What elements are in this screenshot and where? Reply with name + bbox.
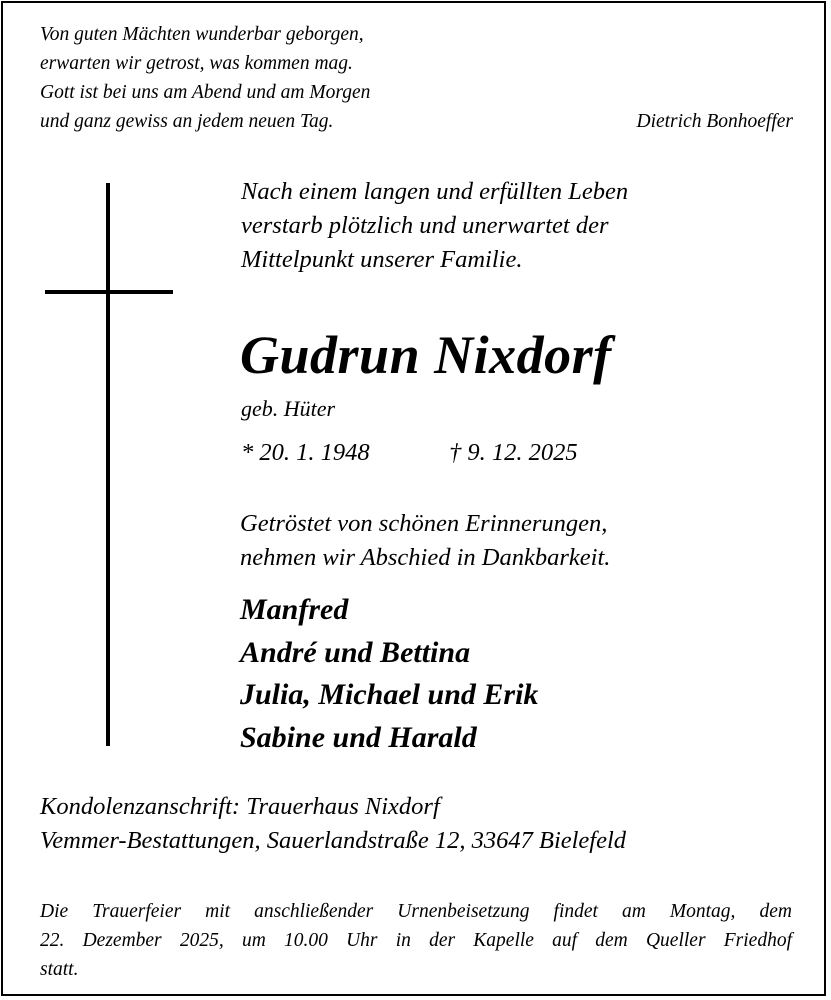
intro-line: Nach einem langen und erfüllten Leben xyxy=(241,178,629,205)
ceremony-line: 22. Dezember 2025, um 10.00 Uhr in der Kapelle auf dem Queller Friedhof xyxy=(40,930,792,951)
comfort-text xyxy=(240,507,610,575)
poem-line: Von guten Mächten wunderbar geborgen, xyxy=(40,24,364,45)
family-names xyxy=(240,589,538,759)
family-line: Manfred xyxy=(240,593,349,626)
comfort-line: Getröstet von schönen Erinnerungen, xyxy=(240,510,608,537)
condolence-line: Vemmer-Bestattungen, Sauerlandstraße 12, 33647 Bielefeld xyxy=(40,827,627,854)
ceremony-line: Die Trauerfeier mit anschließender Urnenbeisetzung findet am Montag, dem xyxy=(40,901,792,922)
cross-horizontal-bar xyxy=(45,290,173,294)
ceremony-line: statt. xyxy=(40,959,79,980)
comfort-line: nehmen wir Abschied in Dankbarkeit. xyxy=(240,544,611,571)
family-line: André und Bettina xyxy=(240,635,471,669)
birth-date: * 20. 1. 1948 xyxy=(241,439,370,466)
ceremony-info xyxy=(40,897,792,984)
condolence-address xyxy=(40,790,626,858)
family-line: Sabine und Harald xyxy=(240,720,477,754)
poem xyxy=(40,20,460,136)
cross-vertical-bar xyxy=(106,183,110,746)
condolence-line: Kondolenzanschrift: Trauerhaus Nixdorf xyxy=(40,793,440,820)
maiden-name: geb. Hüter xyxy=(241,396,336,421)
intro-text xyxy=(241,175,721,277)
poem-line: und ganz gewiss an jedem neuen Tag. xyxy=(40,111,334,132)
deceased-name: Gudrun Nixdorf xyxy=(240,325,612,385)
intro-line: verstarb plötzlich und unerwartet der xyxy=(241,212,609,239)
poem-line: Gott ist bei uns am Abend und am Morgen xyxy=(40,82,371,103)
family-line: Julia, Michael und Erik xyxy=(240,678,539,711)
poem-line: erwarten wir getrost, was kommen mag. xyxy=(40,53,353,74)
poem-author: Dietrich Bonhoeffer xyxy=(636,111,793,132)
death-date: † 9. 12. 2025 xyxy=(449,439,578,466)
intro-line: Mittelpunkt unserer Familie. xyxy=(241,246,523,273)
